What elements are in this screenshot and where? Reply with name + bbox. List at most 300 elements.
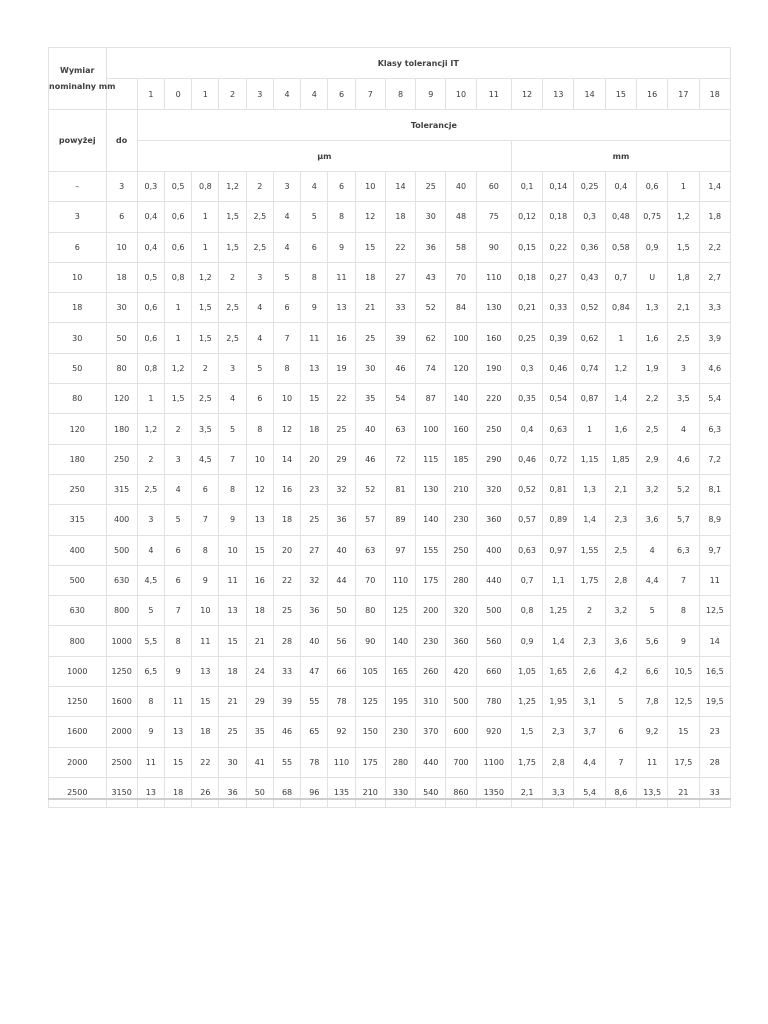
tolerance-cell: 1,6 [637,323,668,353]
tolerance-cell: 1,2 [137,414,164,444]
tolerance-cell: 0,63 [543,414,574,444]
above-cell: 400 [49,535,107,565]
tolerance-cell: 11 [219,565,246,595]
tolerance-cell: 0,9 [511,626,542,656]
tolerance-cell: 50 [246,777,273,807]
tolerance-cell: 1 [165,293,192,323]
tolerance-cell: 15 [192,687,219,717]
to-cell: 30 [106,293,137,323]
tolerance-cell: 2,5 [219,293,246,323]
tolerance-cell: 12,5 [699,596,730,626]
tolerance-cell: 6 [328,172,355,202]
tolerance-cell: 63 [355,535,385,565]
tolerance-cell: 0,6 [165,202,192,232]
tolerance-cell: 5,6 [637,626,668,656]
tolerance-cell: 4 [301,172,328,202]
tolerance-cell: 9,2 [637,717,668,747]
tolerance-cell: 25 [301,505,328,535]
tolerance-cell: 18 [165,777,192,807]
tolerance-cell: 0,9 [637,232,668,262]
tolerance-cell: 0,48 [605,202,636,232]
tolerance-cell: 13 [246,505,273,535]
tolerance-cell: 9 [328,232,355,262]
tolerance-cell: 50 [328,596,355,626]
tolerance-cell: 25 [273,596,300,626]
tolerance-cell: 15 [246,535,273,565]
tolerance-cell: 29 [328,444,355,474]
class-number-cell: 16 [637,79,668,110]
tolerance-cell: 110 [328,747,355,777]
tolerance-cell: 46 [385,353,415,383]
to-cell: 315 [106,474,137,504]
tolerance-cell: 4 [637,535,668,565]
tolerance-cell: 0,6 [137,293,164,323]
tolerance-cell: 9 [165,656,192,686]
tolerance-cell: 4 [246,323,273,353]
tolerance-cell: 4,5 [137,565,164,595]
to-cell: 180 [106,414,137,444]
table-row [49,262,731,292]
tolerance-cell: 1,25 [511,687,542,717]
tolerance-cell: 25 [328,414,355,444]
tolerance-cell: 140 [446,384,476,414]
tolerance-cell: 15 [301,384,328,414]
tolerance-cell: 66 [328,656,355,686]
tolerance-cell: 3,2 [605,596,636,626]
tolerance-cell: 280 [446,565,476,595]
tolerance-cell: 150 [355,717,385,747]
tolerance-cell: 0,63 [511,535,542,565]
tolerance-cell: 1,8 [699,202,730,232]
tolerance-cell: 36 [328,505,355,535]
tolerance-cell: 21 [246,626,273,656]
tolerance-cell: 290 [476,444,511,474]
tolerance-cell: 0,81 [543,474,574,504]
tolerance-cell: 2,3 [605,505,636,535]
tolerance-cell: 2,6 [574,656,605,686]
tolerance-cell: 0,97 [543,535,574,565]
table-row [49,384,731,414]
tolerance-cell: 36 [416,232,446,262]
table-row [49,172,731,202]
tolerance-cell: 5 [637,596,668,626]
tolerance-cell: 0,62 [574,323,605,353]
tolerance-cell: 4,4 [637,565,668,595]
tolerance-cell: 46 [355,444,385,474]
table-row [49,687,731,717]
tolerance-cell: 560 [476,626,511,656]
tolerance-cell: 18 [219,656,246,686]
tolerance-cell: 0,72 [543,444,574,474]
class-number-cell: 1 [192,79,219,110]
tolerance-cell: 2,8 [543,747,574,777]
tolerance-cell: 46 [273,717,300,747]
tolerance-cell: 140 [416,505,446,535]
tolerance-cell: 2,8 [605,565,636,595]
tolerance-cell: 0,74 [574,353,605,383]
tolerance-cell: 0,14 [543,172,574,202]
to-cell: 2000 [106,717,137,747]
tolerance-cell: 29 [246,687,273,717]
tolerance-cell: 8 [301,262,328,292]
to-cell: 630 [106,565,137,595]
tolerance-cell: 1 [192,202,219,232]
tolerance-cell: 16 [246,565,273,595]
tolerance-cell: 780 [476,687,511,717]
tolerance-cell: 47 [301,656,328,686]
to-cell: 3 [106,172,137,202]
tolerance-cell: 97 [385,535,415,565]
tolerance-cell: 89 [385,505,415,535]
tolerance-cell: 6 [165,565,192,595]
tolerance-cell: 155 [416,535,446,565]
tolerance-cell: 19,5 [699,687,730,717]
tolerance-cell: 120 [446,353,476,383]
tolerance-cell: 62 [416,323,446,353]
tolerance-cell: 11 [165,687,192,717]
tolerance-cell: 78 [328,687,355,717]
tolerance-cell: 12 [355,202,385,232]
tolerance-cell: 0,22 [543,232,574,262]
table-row [49,323,731,353]
tolerance-cell: 70 [355,565,385,595]
tolerance-cell: 3 [165,444,192,474]
nominal-dimension-header [49,48,116,110]
tolerance-cell: 140 [385,626,415,656]
tolerance-cell: 3,3 [699,293,730,323]
it-classes-title: Klasy tolerancji IT [106,48,731,79]
tolerance-cell: 0,12 [511,202,542,232]
tolerance-cell: 18 [355,262,385,292]
tolerance-cell: 25 [355,323,385,353]
tolerance-cell: 22 [328,384,355,414]
tolerance-cell: 12 [273,414,300,444]
tolerance-cell: 0,39 [543,323,574,353]
tolerance-cell: 10,5 [668,656,699,686]
tolerance-cell: 5,2 [668,474,699,504]
above-cell: 250 [49,474,107,504]
tolerance-cell: 2 [165,414,192,444]
tolerance-cell: 1,2 [165,353,192,383]
class-number-cell: 12 [511,79,542,110]
above-cell: 315 [49,505,107,535]
tolerance-cell: 1,65 [543,656,574,686]
tolerance-cell: 370 [416,717,446,747]
above-cell: 6 [49,232,107,262]
tolerance-cell: 0,75 [637,202,668,232]
tolerance-cell: 2,7 [699,262,730,292]
tolerance-cell: 6 [165,535,192,565]
tolerance-cell: 4 [273,202,300,232]
to-cell: 50 [106,323,137,353]
tolerance-cell: 3,1 [574,687,605,717]
tolerance-cell: 2,9 [637,444,668,474]
tolerance-cell: 125 [385,596,415,626]
tolerance-cell: 4,5 [192,444,219,474]
tolerance-cell: 1,5 [165,384,192,414]
tolerance-cell: 130 [416,474,446,504]
tolerance-cell: 35 [246,717,273,747]
tolerances-header: Tolerancje [137,110,730,141]
tolerance-cell: 7 [605,747,636,777]
tolerance-cell: 2,3 [574,626,605,656]
tolerance-cell: 33 [273,656,300,686]
class-number-cell: 18 [699,79,730,110]
tolerance-cell: 11 [328,262,355,292]
tolerance-cell: 0,4 [137,202,164,232]
tolerance-cell: 28 [699,747,730,777]
tolerance-cell: 1,9 [637,353,668,383]
to-cell: 250 [106,444,137,474]
tolerance-cell: 90 [355,626,385,656]
tolerance-cell: 10 [219,535,246,565]
tolerance-cell: 11 [699,565,730,595]
class-number-cell: 13 [543,79,574,110]
tolerance-cell: 230 [416,626,446,656]
tolerance-cell: 3 [246,262,273,292]
tolerance-cell: 330 [385,777,415,807]
tolerance-cell: 200 [416,596,446,626]
tolerance-cell: 0,8 [511,596,542,626]
tolerance-cell: 8 [165,626,192,656]
class-number-cell: 17 [668,79,699,110]
tolerance-cell: 2 [137,444,164,474]
tolerance-cell: 68 [273,777,300,807]
tolerance-cell: 3,6 [637,505,668,535]
tolerance-cell: 9 [137,717,164,747]
tolerance-cell: 2 [246,172,273,202]
tolerance-cell: 3 [137,505,164,535]
tolerance-cell: 0,7 [511,565,542,595]
tolerance-cell: 1,5 [192,293,219,323]
unit-um-header: μm [137,141,511,172]
tolerance-cell: 9 [219,505,246,535]
tolerance-cell: 5 [301,202,328,232]
tolerance-cell: 30 [355,353,385,383]
tolerance-cell: 39 [273,687,300,717]
tolerance-cell: 1,5 [219,232,246,262]
unit-mm-header: mm [511,141,730,172]
tolerance-cell: 1,5 [219,202,246,232]
table-row [49,353,731,383]
tolerance-cell: 125 [355,687,385,717]
tolerance-cell: 0,35 [511,384,542,414]
tolerance-cell: 6,3 [699,414,730,444]
table-row [49,656,731,686]
class-number-cell: 4 [301,79,328,110]
tolerance-cell: 210 [446,474,476,504]
tolerance-cell: 1,1 [543,565,574,595]
tolerance-cell: 440 [476,565,511,595]
tolerance-cell: 16 [328,323,355,353]
tolerance-cell: 32 [301,565,328,595]
tolerance-cell: 420 [446,656,476,686]
tolerance-cell: 13,5 [637,777,668,807]
tolerance-cell: 185 [446,444,476,474]
tolerance-cell: 55 [273,747,300,777]
tolerance-cell: 21 [355,293,385,323]
to-cell: 80 [106,353,137,383]
tolerance-cell: 2,5 [637,414,668,444]
class-number-cell: 8 [385,79,415,110]
table-row [49,747,731,777]
tolerance-cell: 14 [385,172,415,202]
tolerance-cell: 20 [273,535,300,565]
above-cell: 18 [49,293,107,323]
tolerance-cell: 15 [165,747,192,777]
class-number-cell: 4 [273,79,300,110]
tolerance-cell: 400 [476,535,511,565]
tolerance-cell: 1,2 [605,353,636,383]
tolerance-cell: 105 [355,656,385,686]
tolerance-cell: 920 [476,717,511,747]
tolerance-cell: 13 [219,596,246,626]
tolerance-cell: 5 [137,596,164,626]
to-header: do [106,110,137,172]
tolerance-cell: 1,4 [605,384,636,414]
tolerance-cell: 11 [301,323,328,353]
tolerance-cell: 40 [355,414,385,444]
tolerance-cell: 1,15 [574,444,605,474]
tolerance-cell: 15 [355,232,385,262]
class-number-cell: 11 [476,79,511,110]
tolerance-cell: 0,6 [165,232,192,262]
tolerance-cell: 360 [476,505,511,535]
tolerance-cell: 30 [416,202,446,232]
tolerance-cell: 78 [301,747,328,777]
to-cell: 500 [106,535,137,565]
tolerance-cell: 1,2 [668,202,699,232]
tolerance-cell: 4 [273,232,300,262]
tolerance-cell: 9 [192,565,219,595]
tolerance-cell: 23 [301,474,328,504]
tolerance-cell: 4 [668,414,699,444]
it-tolerance-table [48,47,731,808]
tolerance-cell: 7 [192,505,219,535]
tolerance-cell: 36 [301,596,328,626]
table-row [49,717,731,747]
tolerance-cell: 11 [637,747,668,777]
tolerance-cell: 700 [446,747,476,777]
class-number-cell: 7 [355,79,385,110]
tolerance-cell: 0,21 [511,293,542,323]
tolerance-cell: 5,4 [699,384,730,414]
tolerance-cell: 3 [219,353,246,383]
tolerance-cell: 2,1 [668,293,699,323]
tolerance-cell: 26 [192,777,219,807]
tolerance-cell: 40 [446,172,476,202]
tolerance-cell: 0,5 [165,172,192,202]
tolerance-cell: 6,3 [668,535,699,565]
to-cell: 6 [106,202,137,232]
tolerance-cell: 0,8 [137,353,164,383]
tolerance-cell: 15 [668,717,699,747]
tolerance-cell: 0,25 [574,172,605,202]
tolerance-cell: 75 [476,202,511,232]
tolerance-cell: 7 [273,323,300,353]
above-cell: 30 [49,323,107,353]
above-cell: 80 [49,384,107,414]
tolerance-cell: 5 [605,687,636,717]
above-cell: 1000 [49,656,107,686]
tolerance-cell: 35 [355,384,385,414]
tolerance-cell: 115 [416,444,446,474]
tolerance-cell: 2 [192,353,219,383]
above-cell: 2000 [49,747,107,777]
tolerance-cell: 8 [192,535,219,565]
tolerance-cell: 16 [273,474,300,504]
tolerance-cell: 6 [301,232,328,262]
tolerance-cell: 220 [476,384,511,414]
above-cell: 50 [49,353,107,383]
tolerance-cell: 1,3 [637,293,668,323]
tolerance-cell: 1,8 [668,262,699,292]
tolerance-cell: 60 [476,172,511,202]
tolerance-cell: 230 [446,505,476,535]
above-cell: 180 [49,444,107,474]
tolerance-cell: 52 [416,293,446,323]
tolerance-cell: 57 [355,505,385,535]
tolerance-cell: 25 [219,717,246,747]
tolerance-cell: 280 [385,747,415,777]
tolerance-cell: 130 [476,293,511,323]
to-cell: 1250 [106,656,137,686]
to-cell: 400 [106,505,137,535]
tolerance-cell: 1 [137,384,164,414]
tolerance-cell: 18 [192,717,219,747]
tolerance-cell: 4 [219,384,246,414]
above-cell: 1250 [49,687,107,717]
tolerance-sheet [48,47,731,808]
tolerance-cell: 175 [416,565,446,595]
above-cell: 630 [49,596,107,626]
tolerance-cell: 0,4 [605,172,636,202]
tolerance-cell: 55 [301,687,328,717]
tolerance-cell: 87 [416,384,446,414]
tolerance-cell: 10 [192,596,219,626]
tolerance-cell: 0,3 [137,172,164,202]
tolerance-cell: 230 [385,717,415,747]
tolerance-cell: 41 [246,747,273,777]
tolerance-cell: 15 [219,626,246,656]
tolerance-cell: 22 [192,747,219,777]
tolerance-cell: 0,18 [543,202,574,232]
tolerance-cell: 0,4 [137,232,164,262]
above-cell: 1600 [49,717,107,747]
tolerance-cell: 43 [416,262,446,292]
class-number-cell: 2 [219,79,246,110]
tolerance-cell: 5,4 [574,777,605,807]
tolerance-cell: 2,5 [192,384,219,414]
tolerance-cell: 0,57 [511,505,542,535]
tolerance-cell: 1 [574,414,605,444]
table-row [49,414,731,444]
tolerance-cell: 74 [416,353,446,383]
to-cell: 3150 [106,777,137,807]
tolerance-cell: 0,3 [511,353,542,383]
tolerance-cell: 3,5 [192,414,219,444]
tolerance-cell: 860 [446,777,476,807]
tolerance-cell: 7 [219,444,246,474]
tolerance-cell: 0,84 [605,293,636,323]
tolerance-cell: 3,2 [637,474,668,504]
tolerance-cell: 0,4 [511,414,542,444]
tolerance-cell: 195 [385,687,415,717]
tolerance-cell: 110 [385,565,415,595]
tolerance-cell: 0,46 [543,353,574,383]
to-cell: 10 [106,232,137,262]
tolerance-cell: 2,2 [637,384,668,414]
